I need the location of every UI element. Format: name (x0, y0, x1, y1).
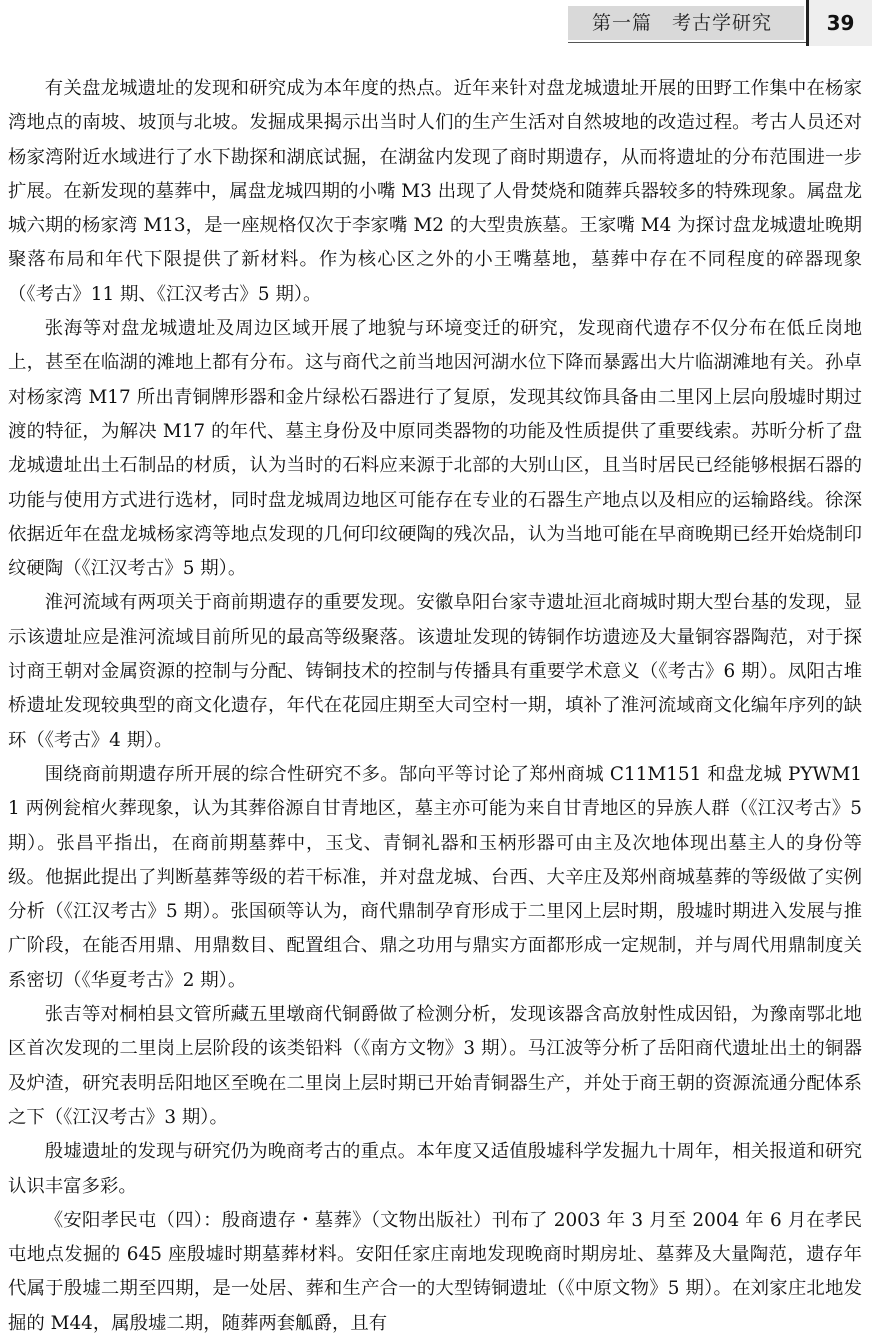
paragraph-panlongcheng-discovery: 有关盘龙城遗址的发现和研究成为本年度的热点。近年来针对盘龙城遗址开展的田野工作集中在杨家湾地点的南坡、坡顶与北坡。发掘成果揭示出当时人们的生产生活对自然坡地的改造过程。考古人员还对杨家湾附近水域进行了水下勘探和湖底试掘，在湖盆内发现了商时期遗存，从而将遗址的分布范围进一步扩展。在新发现的墓葬中，属盘龙城四期的小嘴 M3 出现了人骨焚烧和随葬兵器较多的特殊现象。属盘龙城六期的杨家湾 M13，是一座规格仅次于李家嘴 M2 的大型贵族墓。王家嘴 M4 为探讨盘龙城遗址晚期聚落布局和年代下限提供了新材料。作为核心区之外的小王嘴墓地，墓葬中存在不同程度的碎器现象（《考古》11 期、《江汉考古》5 期）。 (8, 78, 862, 305)
header-rule (568, 42, 806, 43)
section-title: 第一篇 考古学研究 (568, 6, 804, 40)
body-text (8, 72, 862, 1341)
page-number: 39 (806, 0, 872, 46)
paragraph-bronze-analysis: 张吉等对桐柏县文管所藏五里墩商代铜爵做了检测分析，发现该器含高放射性成因铅，为豫南鄂北地区首次发现的二里岗上层阶段的该类铅料（《南方文物》3 期）。马江波等分析了岳阳商代遗址出土的铜器及炉渣，研究表明岳阳地区至晚在二里岗上层时期已开始青铜器生产，并处于商王朝的资源流通分配体系之下（《江汉考古》3 期）。 (8, 1004, 862, 1128)
paragraph-synthesis-research: 围绕商前期遗存所开展的综合性研究不多。郜向平等讨论了郑州商城 C11M151 和盘龙城 PYWM11 两例瓮棺火葬现象，认为其葬俗源自甘青地区，墓主亦可能为来自甘青地区的异族人群（《江汉考古》5 期）。张昌平指出，在商前期墓葬中，玉戈、青铜礼器和玉柄形器可由主及次地体现出墓主人的身份等级。他据此提出了判断墓葬等级的若干标准，并对盘龙城、台西、大辛庄及郑州商城墓葬的等级做了实例分析（《江汉考古》5 期）。张国硕等认为，商代鼎制孕育形成于二里冈上层时期，殷墟时期进入发展与推广阶段，在能否用鼎、用鼎数目、配置组合、鼎之功用与鼎实方面都形成一定规制，并与周代用鼎制度关系密切（《华夏考古》2 期）。 (8, 763, 862, 991)
paragraph-xiaomintun: 《安阳孝民屯（四）：殷商遗存・墓葬》（文物出版社）刊布了 2003 年 3 月至 2004 年 6 月在孝民屯地点发掘的 645 座殷墟时期墓葬材料。安阳任家庄南地发现晚商时期房址、墓葬及大量陶范，遗存年代属于殷墟二期至四期，是一处居、葬和生产合一的大型铸铜遗址（《中原文物》5 期）。在刘家庄北地发掘的 M44，属殷墟二期，随葬两套觚爵，且有 (8, 1209, 862, 1334)
paragraph-yinxu-intro: 殷墟遗址的发现与研究仍为晚商考古的重点。本年度又适值殷墟科学发掘九十周年，相关报道和研究认识丰富多彩。 (8, 1141, 862, 1197)
paragraph-panlongcheng-research: 张海等对盘龙城遗址及周边区域开展了地貌与环境变迁的研究，发现商代遗存不仅分布在低丘岗地上，甚至在临湖的滩地上都有分布。这与商代之前当地因河湖水位下降而暴露出大片临湖滩地有关。孙卓对杨家湾 M17 所出青铜牌形器和金片绿松石器进行了复原，发现其纹饰具备由二里冈上层向殷墟时期过渡的特征，为解决 M17 的年代、墓主身份及中原同类器物的功能及性质提供了重要线索。苏昕分析了盘龙城遗址出土石制品的材质，认为当时的石料应来源于北部的大别山区，且当时居民已经能够根据石器的功能与使用方式进行选材，同时盘龙城周边地区可能存在专业的石器生产地点以及相应的运输路线。徐深依据近年在盘龙城杨家湾等地点发现的几何印纹硬陶的残次品，认为当地可能在早商晚期已经开始烧制印纹硬陶（《江汉考古》5 期）。 (8, 318, 862, 580)
paragraph-huai-river: 淮河流域有两项关于商前期遗存的重要发现。安徽阜阳台家寺遗址洹北商城时期大型台基的发现，显示该遗址应是淮河流域目前所见的最高等级聚落。该遗址发现的铸铜作坊遗迹及大量铜容器陶范，对于探讨商王朝对金属资源的控制与分配、铸铜技术的控制与传播具有重要学术意义（《考古》6 期）。凤阳古堆桥遗址发现较典型的商文化遗存，年代在花园庄期至大司空村一期，填补了淮河流域商文化编年序列的缺环（《考古》4 期）。 (8, 592, 862, 751)
page-header (0, 0, 872, 46)
